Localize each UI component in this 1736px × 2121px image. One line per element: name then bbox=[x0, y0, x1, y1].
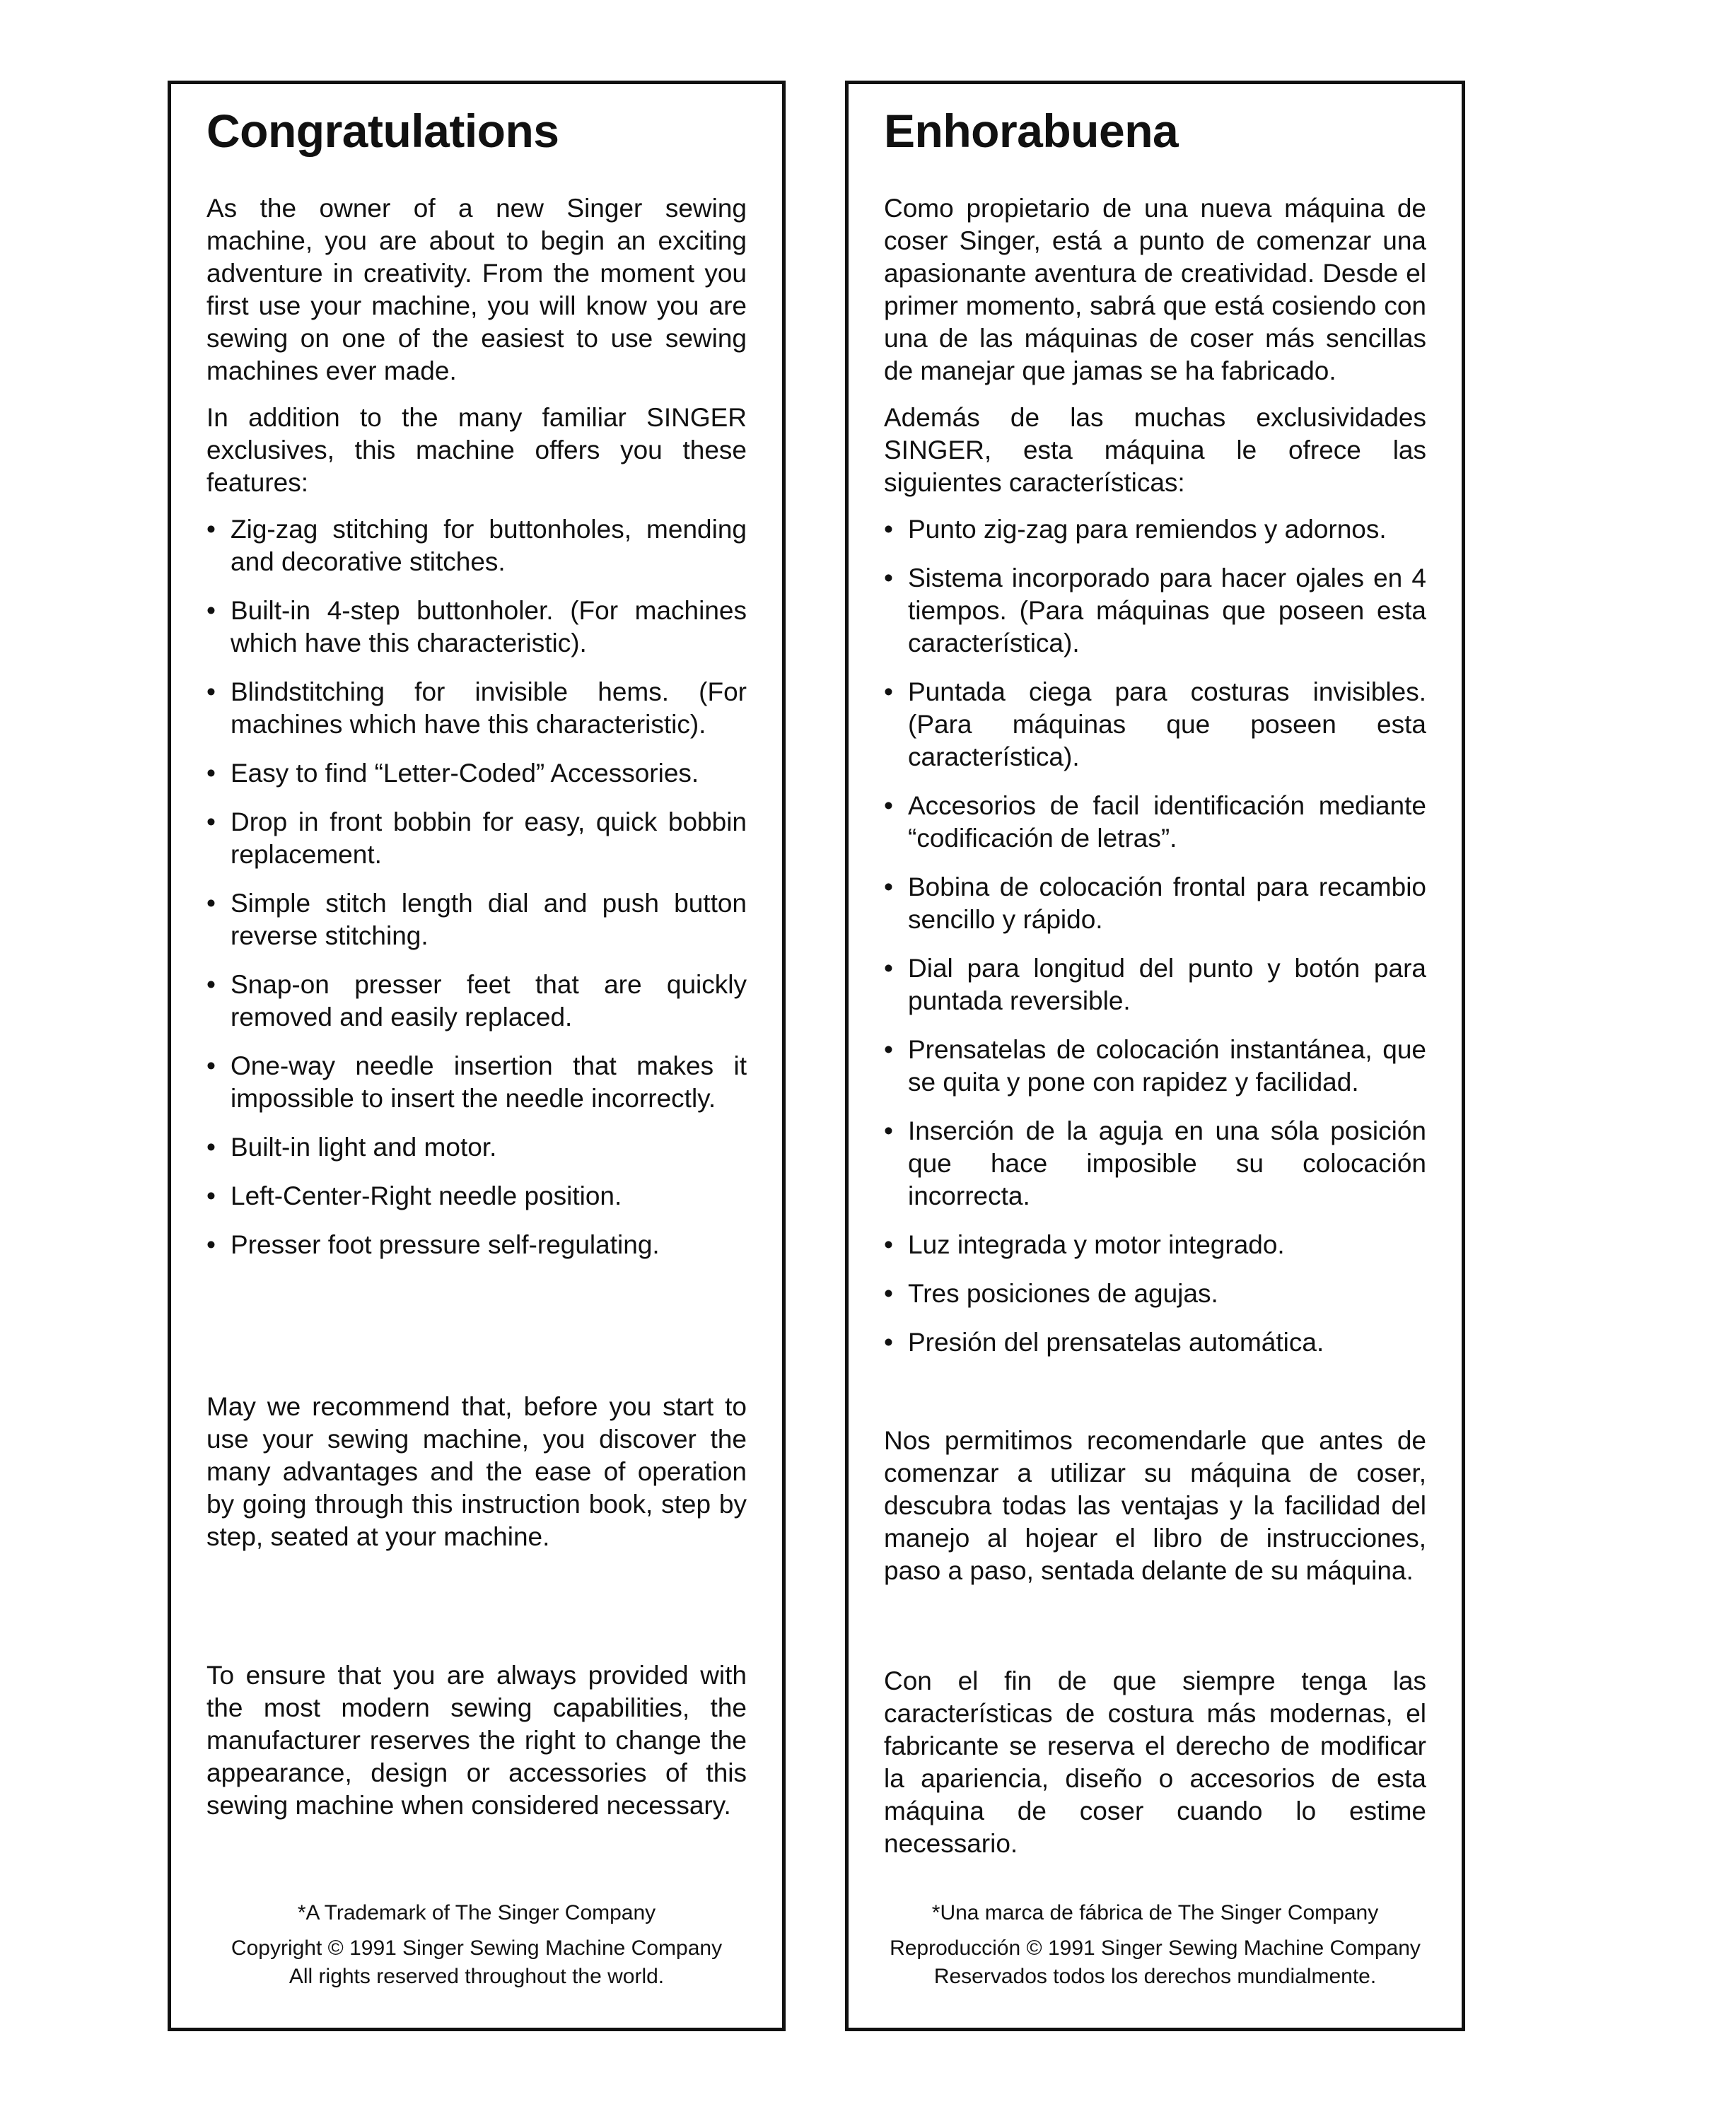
spanish-rights: Reservados todos los derechos mundialmente. bbox=[933, 1965, 1377, 1988]
bullet-icon: • bbox=[206, 677, 216, 706]
bullet-icon: • bbox=[206, 1229, 216, 1259]
english-content bbox=[206, 105, 747, 2028]
bullet-icon: • bbox=[884, 1034, 893, 1064]
bullet-icon: • bbox=[206, 888, 216, 918]
spanish-feature-item: • Punto zig-zag para remiendos y adornos. bbox=[884, 513, 1426, 546]
bullet-icon: • bbox=[884, 1278, 893, 1308]
english-reserve-notice: To ensure that you are always provided with the most modern sewing capabilities, the manufacturer reserves the right to change the appearance, design or accessories of this sewing machine when considered necessary. bbox=[206, 1660, 747, 1820]
bullet-icon: • bbox=[206, 758, 216, 788]
english-footer bbox=[206, 1899, 747, 1991]
english-intro: As the owner of a new Singer sewing machine, you are about to begin an exciting adventure in creativity. From the moment you first use your machine, you will know you are sewing on one of the easiest to use sewing machines ever made. bbox=[206, 193, 747, 385]
spanish-title: Enhorabuena bbox=[884, 105, 1179, 157]
english-feature-item: • Blindstitching for invisible hems. (For machines which have this characteristic). bbox=[206, 677, 747, 739]
spanish-feature-item: • Inserción de la aguja en una sóla posición que hace imposible su colocación incorrecta. bbox=[884, 1116, 1426, 1210]
bullet-icon: • bbox=[206, 595, 216, 625]
spanish-reserve-notice: Con el fin de que siempre tenga las características de costura más modernas, el fabricante se reserva el derecho de modificar la apariencia, diseño o accesorios de esta máquina de coser cuando lo estime necessario. bbox=[884, 1666, 1426, 1858]
spanish-recommendation: Nos permitimos recomendarle que antes de comenzar a utilizar su máquina de coser, descubra todas las ventajas y la facilidad del manejo al hojear el libro de instrucciones, paso a paso, sentada delante de su máquina. bbox=[884, 1425, 1426, 1585]
bullet-icon: • bbox=[884, 563, 893, 592]
spanish-feature-item: • Tres posiciones de agujas. bbox=[884, 1278, 1426, 1310]
bullet-icon: • bbox=[206, 969, 216, 999]
bullet-icon: • bbox=[884, 677, 893, 706]
english-feature-item: • Zig-zag stitching for buttonholes, mending and decorative stitches. bbox=[206, 514, 747, 576]
english-feature-item: • Built-in 4-step buttonholer. (For machines which have this characteristic). bbox=[206, 595, 747, 658]
bullet-icon: • bbox=[206, 1132, 216, 1162]
english-feature-item: • Presser foot pressure self-regulating. bbox=[206, 1229, 747, 1261]
spanish-feature-item: • Prensatelas de colocación instantánea, que se quita y pone con rapidez y facilidad. bbox=[884, 1034, 1426, 1097]
spanish-footer bbox=[884, 1899, 1426, 1991]
english-features-intro: In addition to the many familiar SINGER exclusives, this machine offers you these features: bbox=[206, 402, 747, 497]
spanish-copyright: Reproducción © 1991 Singer Sewing Machine Company bbox=[890, 1936, 1421, 1960]
spanish-feature-item: • Bobina de colocación frontal para recambio sencillo y rápido. bbox=[884, 872, 1426, 934]
spanish-feature-item: • Dial para longitud del punto y botón para puntada reversible. bbox=[884, 953, 1426, 1015]
english-feature-item: • Built-in light and motor. bbox=[206, 1131, 747, 1164]
bullet-icon: • bbox=[884, 1327, 893, 1357]
spanish-feature-item: • Accesorios de facil identificación mediante “codificación de letras”. bbox=[884, 790, 1426, 853]
english-recommendation: May we recommend that, before you start to use your sewing machine, you discover the many advantages and the ease of operation by going through this instruction book, step by step, seated at your machine. bbox=[206, 1391, 747, 1551]
english-feature-item: • Drop in front bobbin for easy, quick bobbin replacement. bbox=[206, 807, 747, 869]
english-feature-item: • Easy to find “Letter-Coded” Accessories. bbox=[206, 757, 747, 790]
english-title: Congratulations bbox=[206, 105, 559, 157]
spanish-features-intro: Además de las muchas exclusividades SINGER, esta máquina le ofrece las siguientes características: bbox=[884, 402, 1426, 497]
bullet-icon: • bbox=[206, 807, 216, 836]
spanish-panel bbox=[845, 81, 1465, 2031]
spanish-feature-item: • Sistema incorporado para hacer ojales en 4 tiempos. (Para máquinas que poseen esta característica). bbox=[884, 563, 1426, 658]
english-feature-list bbox=[206, 513, 747, 1261]
bullet-icon: • bbox=[884, 1229, 893, 1259]
english-feature-item: • Snap-on presser feet that are quickly removed and easily replaced. bbox=[206, 969, 747, 1032]
english-feature-item: • One-way needle insertion that makes it impossible to insert the needle incorrectly. bbox=[206, 1051, 747, 1113]
english-rights: All rights reserved throughout the world. bbox=[289, 1965, 665, 1988]
bullet-icon: • bbox=[884, 514, 893, 544]
spanish-content bbox=[884, 105, 1426, 2028]
spanish-feature-item: • Presión del prensatelas automática. bbox=[884, 1326, 1426, 1359]
english-panel bbox=[168, 81, 786, 2031]
english-feature-item: • Left-Center-Right needle position. bbox=[206, 1180, 747, 1213]
english-copyright: Copyright © 1991 Singer Sewing Machine Company bbox=[231, 1936, 723, 1960]
spanish-intro: Como propietario de una nueva máquina de coser Singer, está a punto de comenzar una apasionante aventura de creatividad. Desde el primer momento, sabrá que está cosiendo con una de las máquinas de coser más sencillas de manejar que jamas se ha fabricado. bbox=[884, 193, 1426, 385]
bullet-icon: • bbox=[884, 1116, 893, 1145]
bullet-icon: • bbox=[206, 1181, 216, 1210]
bullet-icon: • bbox=[884, 872, 893, 901]
bullet-icon: • bbox=[884, 790, 893, 820]
bullet-icon: • bbox=[206, 1051, 216, 1080]
bullet-icon: • bbox=[206, 514, 216, 544]
spanish-feature-item: • Luz integrada y motor integrado. bbox=[884, 1229, 1426, 1261]
spanish-feature-item: • Puntada ciega para costuras invisibles. (Para máquinas que poseen esta característica). bbox=[884, 677, 1426, 771]
english-trademark: *A Trademark of The Singer Company bbox=[297, 1901, 656, 1924]
spanish-trademark: *Una marca de fábrica de The Singer Company bbox=[931, 1901, 1379, 1924]
spanish-feature-list bbox=[884, 513, 1426, 1359]
english-feature-item: • Simple stitch length dial and push button reverse stitching. bbox=[206, 888, 747, 950]
bullet-icon: • bbox=[884, 953, 893, 983]
